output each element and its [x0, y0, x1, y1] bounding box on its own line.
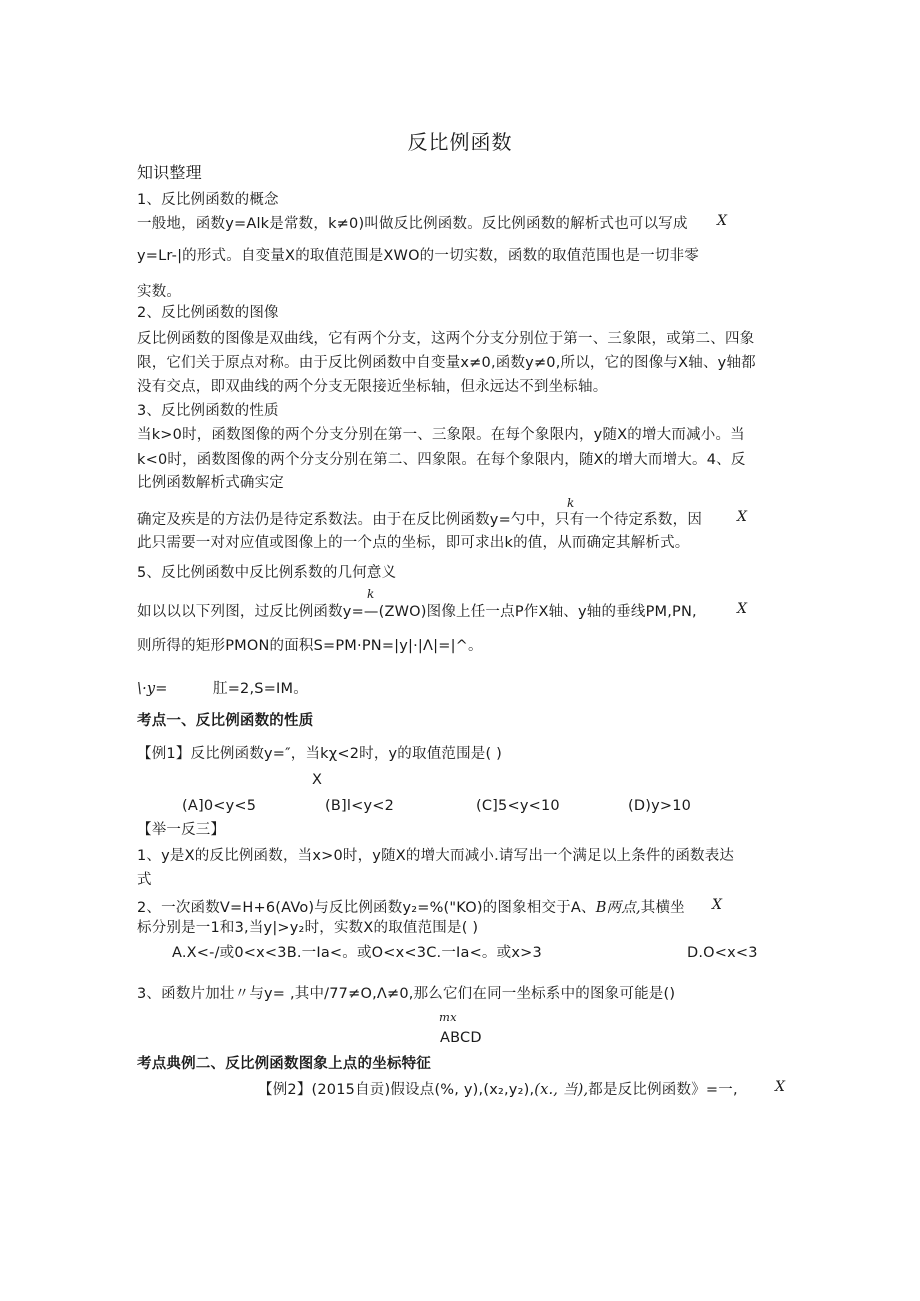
s1-line-2: y=Lr-|的形式。自变量X的取值范围是XWO的一切实数，函数的取值范围也是一切非零: [137, 248, 699, 264]
p3-abcd: ABCD: [440, 1030, 482, 1046]
ex1-line: 【例1】反比例函数y=″，当kχ<2时，y的取值范围是( ): [137, 746, 503, 762]
s1-line-1: 一般地，函数y=Alk是常数，k≠0)叫做反比例函数。反比例函数的解析式也可以写成: [137, 216, 688, 232]
p2-line-1-x: X: [712, 897, 722, 913]
p2-line-1-text: 2、一次函数V=H+6(AVo)与反比例函数y₂=%("KO)的图象相交于A、: [137, 900, 596, 916]
p2-line-1-italic: B两点,: [595, 900, 641, 916]
s4-fraction-k: k: [567, 496, 575, 510]
s1-heading: 1、反比例函数的概念: [137, 192, 279, 208]
ex2-line-italic: (x., 当),: [534, 1082, 589, 1098]
ex1-x: X: [312, 772, 323, 788]
s1-line-3: 实数。: [137, 284, 182, 300]
s3-line-2: k<0时，函数图像的两个分支分别在第二、四象限。在每个象限内，随X的增大而增大。4、反: [137, 452, 746, 468]
p1-line-2: 式: [137, 872, 152, 888]
s5-line-1-x: X: [737, 601, 747, 617]
ex1-option-c: (C]5<y<10: [476, 798, 560, 814]
s5-line-2: 则所得的矩形PMON的面积S=PM·PN=|y|·|Λ|=|^。: [137, 638, 483, 654]
section-heading-knowledge: 知识整理: [137, 163, 202, 182]
ex1-option-d: (D)y>10: [628, 798, 692, 814]
p2-line-1: [137, 898, 685, 918]
p2-option-d: D.O<x<3: [687, 945, 758, 961]
s5-line-3-b: 肛=2,S=IM。: [213, 681, 308, 697]
kp2-heading: 考点典例二、反比例函数图象上点的坐标特征: [137, 1056, 431, 1072]
s2-line-1: 反比例函数的图像是双曲线，它有两个分支，这两个分支分别位于第一、三象限，或第二、四象: [137, 331, 755, 347]
s3-line-1: 当k>0时，函数图像的两个分支分别在第一、三象限。在每个象限内，y随X的增大而减小。当: [137, 427, 745, 443]
s3-line-3: 比例函数解析式确实定: [137, 475, 284, 491]
s5-line-3-a: \·y=: [137, 681, 168, 697]
document-title: 反比例函数: [407, 130, 513, 154]
p2-line-2: 标分别是一1和3,当y|>y₂时，实数X的取值范围是( ): [137, 920, 479, 936]
ex1-option-b: (B]l<y<2: [325, 798, 394, 814]
s5-heading: 5、反比例函数中反比例系数的几何意义: [137, 565, 397, 581]
s5-line-1: 如以以以下列图，过反比例函数y=—(ZWO)图像上任一点P作X轴、y轴的垂线PM,PN,: [137, 604, 697, 620]
p3-line: 3、函数片加壮〃与y= ,其中/77≠O,Λ≠0,那么它们在同一坐标系中的图象可能是(): [137, 986, 676, 1002]
s3-heading: 3、反比例函数的性质: [137, 403, 279, 419]
p3-mx: mx: [439, 1010, 457, 1024]
s2-heading: 2、反比例函数的图像: [137, 305, 279, 321]
practice-heading: 【举一反三】: [137, 822, 226, 838]
ex2-line: [258, 1080, 738, 1100]
ex1-option-a: (A]0<y<5: [182, 798, 257, 814]
s1-line-1-x: X: [717, 213, 727, 229]
s2-line-2: 限，它们关于原点对称。由于反比例函数中自变量x≠0,函数y≠0,所以，它的图像与X轴、y轴都: [137, 355, 756, 371]
ex2-line-text: 【例2】(2015自贡)假设点(%, y),(x₂,y₂),: [258, 1082, 535, 1098]
p1-line-1: 1、y是X的反比例函数，当x>0时，y随X的增大而减小.请写出一个满足以上条件的函数表达: [137, 848, 735, 864]
s5-fraction-k: k: [367, 587, 375, 601]
s4-line-1-x: X: [737, 509, 747, 525]
ex2-x: X: [775, 1079, 785, 1095]
kp1-heading: 考点一、反比例函数的性质: [137, 713, 314, 729]
p2-line-1-end: 其横坐: [640, 900, 685, 916]
s4-line-2: 此只需要一对对应值或图像上的一个点的坐标，即可求出k的值，从而确定其解析式。: [137, 535, 690, 551]
s4-line-1: 确定及疾是的方法仍是待定系数法。由于在反比例函数y=勺中，只有一个待定系数，因: [137, 512, 703, 528]
ex2-line-end: 都是反比例函数》=一,: [588, 1082, 738, 1098]
s2-line-3: 没有交点，即双曲线的两个分支无限接近坐标轴，但永远达不到坐标轴。: [137, 379, 608, 395]
p2-options-abc: A.X<-/或0<x<3B.一Ia<。或O<x<3C.一Ia<。或x>3: [172, 945, 542, 961]
